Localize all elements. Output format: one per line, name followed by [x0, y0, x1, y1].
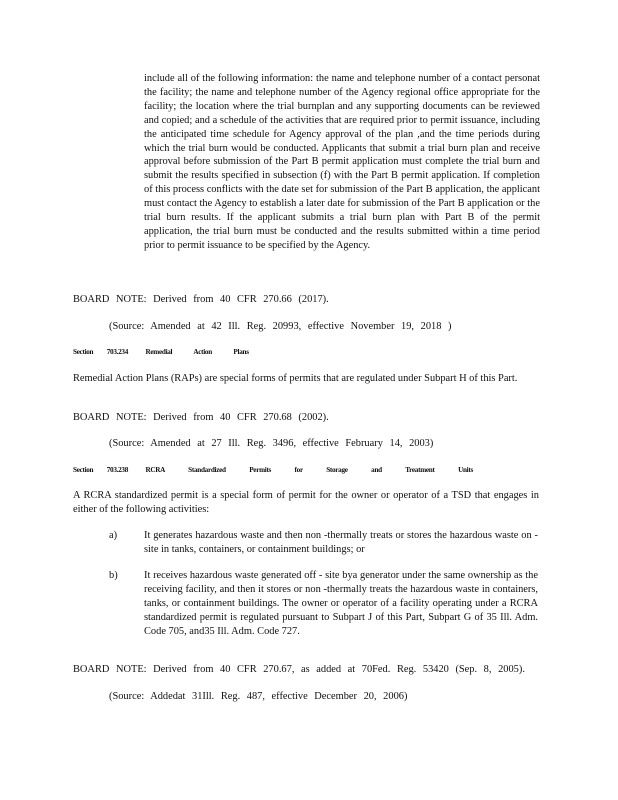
board-note-270-67: BOARD NOTE: Derived from 40 CFR 270.67, as added at 70Fed. Reg. 53420 (Sep. 8, 2005).	[73, 664, 525, 675]
source-note-2018: (Source: Amended at 42 Ill. Reg. 20993, effective November 19, 2018 )	[109, 321, 452, 332]
section-703-234-heading	[73, 348, 249, 356]
section-number: Section 703.234	[73, 348, 129, 356]
list-item-b-text: It receives hazardous waste generated off - site bya generator under the same ownership as the receiving facility, and then it stores or non -thermally treats the hazardous waste in containers, tanks, or containment buildings. The owner or operator of a facility operating under a RCRA standardized permit is regulated pursuant to Subpart J of this Part, Subpart G of 35 Ill. Adm. Code 705, and35 Ill. Adm. Code 727.	[144, 570, 538, 637]
section-title: RCRA Standardized Permits for Storage and Treatment Units	[145, 466, 473, 474]
section-703-238-body: A RCRA standardized permit is a special form of permit for the owner or operator of a TSD that engages in either of the following activities:	[73, 490, 539, 515]
section-703-234-body: Remedial Action Plans (RAPs) are special forms of permits that are regulated under Subpart H of this Part.	[73, 373, 518, 384]
source-note-2006: (Source: Addedat 31Ill. Reg. 487, effective December 20, 2006)	[109, 691, 408, 702]
continuation-paragraph: include all of the following information: the name and telephone number of a contact personat the facility; the name and telephone number of the Agency regional office appropriate for the facility; the location where the trial burnplan and any supporting documents can be reviewed and copied; and a schedule of the activities that are required prior to permit issuance, including the anticipated time schedule for Agency approval of the plan ,and the time periods during which the trial burn would be conducted. Applicants that submit a trial burn plan and receive approval before submission of the Part B permit application must complete the trial burn and submit the results specified in subsection (f) with the Part B permit application. If completion of this process conflicts with the date set for submission of the Part B application, the applicant must contact the Agency to establish a later date for submission of the Part B application or the trial burn results. If the applicant submits a trial burn plan with Part B of the permit application, the trial burn must be conducted and the results submitted within a time period prior to permit issuance to be specified by the Agency.	[144, 73, 540, 251]
board-note-270-68: BOARD NOTE: Derived from 40 CFR 270.68 (2002).	[73, 412, 329, 423]
list-item-a-text: It generates hazardous waste and then non -thermally treats or stores the hazardous waste on -site in tanks, containers, or containment buildings; or	[144, 530, 538, 555]
list-item-a-label: a)	[109, 530, 118, 541]
section-number: Section 703.238	[73, 466, 129, 474]
list-item-b-label: b)	[109, 570, 118, 581]
source-note-2003: (Source: Amended at 27 Ill. Reg. 3496, effective February 14, 2003)	[109, 438, 434, 449]
section-title: Remedial Action Plans	[145, 348, 249, 356]
section-703-238-heading	[73, 466, 473, 474]
board-note-270-66: BOARD NOTE: Derived from 40 CFR 270.66 (2017).	[73, 294, 329, 305]
